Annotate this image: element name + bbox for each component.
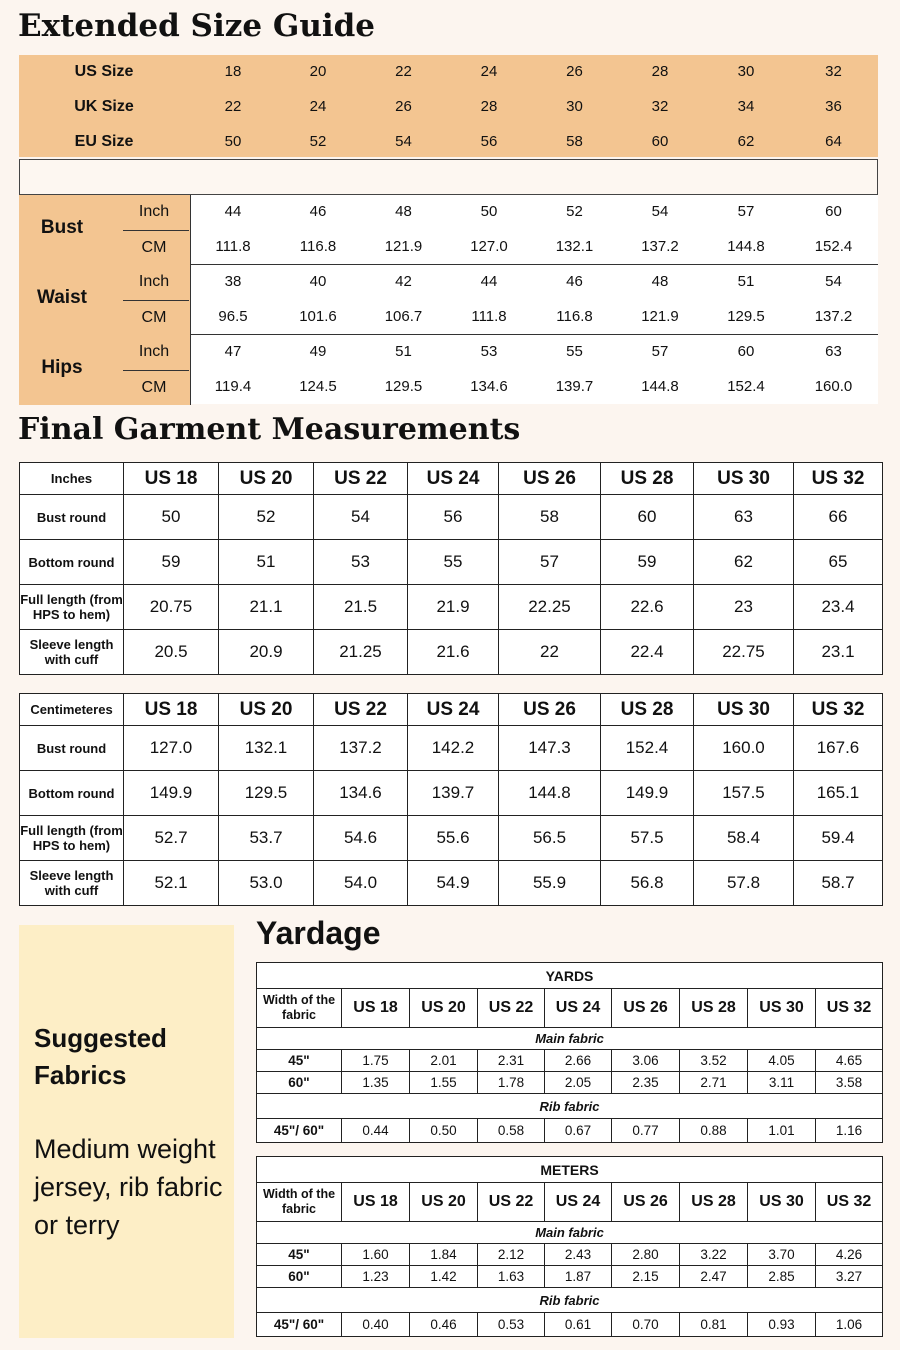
measurement-value: 149.9 bbox=[124, 771, 219, 816]
measurement-value: 139.7 bbox=[555, 378, 594, 395]
size-conversion-header bbox=[19, 55, 878, 157]
measurement-value: 53 bbox=[314, 540, 408, 585]
size-column-header: US 22 bbox=[314, 694, 408, 726]
yardage-value: 1.87 bbox=[545, 1266, 612, 1288]
measurement-value: 134.6 bbox=[314, 771, 408, 816]
yardage-value: 2.15 bbox=[612, 1266, 680, 1288]
unit-inch-label: Inch bbox=[138, 203, 170, 220]
measurement-value: 52.7 bbox=[124, 816, 219, 861]
fabric-width: 45"/ 60" bbox=[257, 1119, 342, 1143]
measurement-value: 55 bbox=[408, 540, 499, 585]
yardage-value: 3.11 bbox=[748, 1072, 816, 1094]
measurement-value: 22 bbox=[499, 630, 601, 675]
measurement-value: 22.6 bbox=[601, 585, 694, 630]
size-row-label: EU Size bbox=[74, 133, 134, 150]
table-row bbox=[20, 630, 883, 675]
measurement-value: 152.4 bbox=[727, 378, 765, 395]
measurement-label-cell bbox=[19, 265, 190, 335]
unit-cm-label: CM bbox=[141, 239, 167, 256]
measurement-value: 139.7 bbox=[408, 771, 499, 816]
yardage-value: 0.50 bbox=[410, 1119, 478, 1143]
measurement-value: 55.6 bbox=[408, 816, 499, 861]
row-label: Sleeve length with cuff bbox=[20, 630, 124, 675]
yardage-value: 1.55 bbox=[410, 1072, 478, 1094]
yardage-value: 1.42 bbox=[410, 1266, 478, 1288]
unit-header: METERS bbox=[257, 1157, 883, 1183]
size-column-header: US 26 bbox=[612, 989, 680, 1028]
measurement-value: 54 bbox=[825, 273, 842, 290]
measurement-value: 46 bbox=[309, 203, 327, 220]
yardage-value: 1.75 bbox=[342, 1050, 410, 1072]
rib-fabric-label: Rib fabric bbox=[257, 1094, 883, 1119]
size-value: 52 bbox=[309, 133, 327, 150]
measurement-value: 54 bbox=[314, 495, 408, 540]
yardage-value: 0.70 bbox=[612, 1313, 680, 1337]
size-value: 36 bbox=[825, 98, 842, 115]
yardage-value: 4.05 bbox=[748, 1050, 816, 1072]
size-column-header: US 30 bbox=[694, 694, 794, 726]
size-column-header: US 22 bbox=[314, 463, 408, 495]
size-row bbox=[19, 55, 878, 89]
measurement-value: 52 bbox=[219, 495, 314, 540]
measurement-value: 116.8 bbox=[299, 238, 337, 255]
yardage-value: 1.16 bbox=[816, 1119, 883, 1143]
measurement-value: 121.9 bbox=[641, 308, 679, 325]
size-column-header: US 32 bbox=[816, 1183, 883, 1222]
measurement-value: 137.2 bbox=[814, 308, 853, 325]
table-row bbox=[20, 585, 883, 630]
yardage-value: 2.71 bbox=[680, 1072, 748, 1094]
size-value: 24 bbox=[309, 98, 327, 115]
yardage-value: 4.26 bbox=[816, 1244, 883, 1266]
yardage-value: 1.84 bbox=[410, 1244, 478, 1266]
measurement-value: 20.5 bbox=[124, 630, 219, 675]
yardage-value: 2.80 bbox=[612, 1244, 680, 1266]
measurement-value: 149.9 bbox=[601, 771, 694, 816]
body-measurements bbox=[19, 195, 878, 404]
size-column-header: US 32 bbox=[794, 463, 883, 495]
yardage-value: 4.65 bbox=[816, 1050, 883, 1072]
size-column-header: US 24 bbox=[408, 463, 499, 495]
measurement-name: Bust bbox=[40, 217, 84, 238]
measurement-value: 62 bbox=[694, 540, 794, 585]
measurement-value: 51 bbox=[395, 343, 412, 360]
measurement-value: 152.4 bbox=[814, 238, 853, 255]
yardage-title: Yardage bbox=[256, 915, 381, 951]
measurement-value: 22.75 bbox=[694, 630, 794, 675]
yardage-value: 1.06 bbox=[816, 1313, 883, 1337]
size-value: 56 bbox=[480, 133, 498, 150]
measurement-value: 147.3 bbox=[499, 726, 601, 771]
yardage-value: 0.58 bbox=[478, 1119, 545, 1143]
yardage-value: 0.46 bbox=[410, 1313, 478, 1337]
measurement-value: 137.2 bbox=[314, 726, 408, 771]
row-label: Full length (from HPS to hem) bbox=[20, 816, 124, 861]
measurement-value: 58.4 bbox=[694, 816, 794, 861]
yardage-value: 1.63 bbox=[478, 1266, 545, 1288]
fabric-width: 45" bbox=[257, 1244, 342, 1266]
measurement-value: 52 bbox=[566, 203, 583, 220]
size-column-header: US 18 bbox=[342, 1183, 410, 1222]
measurement-value: 132.1 bbox=[555, 238, 594, 255]
size-value: 30 bbox=[566, 98, 583, 115]
measurement-value: 50 bbox=[124, 495, 219, 540]
yardage-value: 1.01 bbox=[748, 1119, 816, 1143]
fabric-width: 60" bbox=[257, 1266, 342, 1288]
size-column-header: US 30 bbox=[694, 463, 794, 495]
measurement-value: 66 bbox=[794, 495, 883, 540]
yardage-value: 3.06 bbox=[612, 1050, 680, 1072]
size-row bbox=[19, 90, 878, 124]
measurement-value: 57 bbox=[737, 203, 755, 220]
measurement-value: 144.8 bbox=[499, 771, 601, 816]
row-label: Full length (from HPS to hem) bbox=[20, 585, 124, 630]
size-value: 20 bbox=[309, 63, 327, 80]
garment-measurements-title: Final Garment Measurements bbox=[18, 412, 521, 447]
yardage-value: 0.81 bbox=[680, 1313, 748, 1337]
yardage-value: 0.44 bbox=[342, 1119, 410, 1143]
size-value: 26 bbox=[395, 98, 412, 115]
suggested-fabrics-panel bbox=[19, 925, 234, 1338]
size-column-header: US 28 bbox=[601, 463, 694, 495]
measurement-value: 53 bbox=[480, 343, 498, 360]
main-fabric-label: Main fabric bbox=[257, 1222, 883, 1244]
measurement-value: 44 bbox=[480, 273, 498, 290]
measurement-value: 57.8 bbox=[694, 861, 794, 906]
measurement-value: 59.4 bbox=[794, 816, 883, 861]
table-header-unit: Inches bbox=[20, 463, 124, 495]
measurement-value: 60 bbox=[601, 495, 694, 540]
measurement-value: 60 bbox=[737, 343, 755, 360]
measurement-value: 167.6 bbox=[794, 726, 883, 771]
size-value: 32 bbox=[651, 98, 669, 115]
measurement-value: 38 bbox=[224, 273, 242, 290]
measurement-value: 57.5 bbox=[601, 816, 694, 861]
size-column-header: US 18 bbox=[124, 463, 219, 495]
width-label: Width of the fabric bbox=[257, 1183, 342, 1222]
measurement-group bbox=[19, 335, 878, 405]
size-value: 24 bbox=[480, 63, 498, 80]
yardage-value: 3.22 bbox=[680, 1244, 748, 1266]
size-row-label: UK Size bbox=[74, 98, 134, 115]
measurement-value: 21.25 bbox=[314, 630, 408, 675]
measurement-value: 111.8 bbox=[215, 238, 251, 255]
measurement-value: 129.5 bbox=[384, 378, 423, 395]
measurement-name: Waist bbox=[37, 287, 87, 308]
measurement-value: 42 bbox=[395, 273, 412, 290]
measurement-value: 57 bbox=[499, 540, 601, 585]
measurement-value: 21.9 bbox=[408, 585, 499, 630]
yardage-value: 2.43 bbox=[545, 1244, 612, 1266]
yardage-value: 2.47 bbox=[680, 1266, 748, 1288]
size-column-header: US 24 bbox=[408, 694, 499, 726]
size-value: 50 bbox=[224, 133, 242, 150]
measurement-value: 144.8 bbox=[727, 238, 765, 255]
yardage-value: 2.66 bbox=[545, 1050, 612, 1072]
size-column-header: US 20 bbox=[410, 989, 478, 1028]
measurement-value: 101.6 bbox=[299, 308, 337, 325]
size-column-header: US 20 bbox=[410, 1183, 478, 1222]
measurement-value: 50 bbox=[480, 203, 498, 220]
measurement-value: 52.1 bbox=[124, 861, 219, 906]
yardage-value: 1.23 bbox=[342, 1266, 410, 1288]
measurement-value: 63 bbox=[694, 495, 794, 540]
yardage-value: 0.53 bbox=[478, 1313, 545, 1337]
measurement-value: 53.7 bbox=[219, 816, 314, 861]
size-column-header: US 20 bbox=[219, 694, 314, 726]
size-value: 30 bbox=[737, 63, 755, 80]
yardage-value: 0.61 bbox=[545, 1313, 612, 1337]
yardage-yards-table bbox=[256, 962, 883, 1143]
measurement-value: 132.1 bbox=[219, 726, 314, 771]
size-value: 28 bbox=[651, 63, 669, 80]
measurement-group bbox=[19, 265, 878, 335]
suggested-fabrics-title: Suggested Fabrics bbox=[34, 1023, 167, 1090]
yardage-value: 3.27 bbox=[816, 1266, 883, 1288]
yardage-value: 2.85 bbox=[748, 1266, 816, 1288]
width-label: Width of the fabric bbox=[257, 989, 342, 1028]
table-row bbox=[20, 861, 883, 906]
size-value: 32 bbox=[825, 63, 842, 80]
size-value: 54 bbox=[395, 133, 412, 150]
size-value: 22 bbox=[224, 98, 242, 115]
measurement-value: 106.7 bbox=[384, 308, 423, 325]
size-column-header: US 28 bbox=[680, 1183, 748, 1222]
measurement-value: 58 bbox=[499, 495, 601, 540]
size-column-header: US 30 bbox=[748, 989, 816, 1028]
measurement-value: 54.6 bbox=[314, 816, 408, 861]
table-row bbox=[20, 726, 883, 771]
yardage-value: 3.58 bbox=[816, 1072, 883, 1094]
measurement-value: 96.5 bbox=[218, 308, 248, 325]
measurement-value: 59 bbox=[601, 540, 694, 585]
yardage-value: 0.67 bbox=[545, 1119, 612, 1143]
measurement-value: 59 bbox=[124, 540, 219, 585]
measurement-value: 21.6 bbox=[408, 630, 499, 675]
yardage-value: 2.05 bbox=[545, 1072, 612, 1094]
size-column-header: US 28 bbox=[680, 989, 748, 1028]
yardage-value: 2.01 bbox=[410, 1050, 478, 1072]
row-label: Bottom round bbox=[20, 540, 124, 585]
measurement-value: 48 bbox=[395, 203, 412, 220]
size-column-header: US 18 bbox=[342, 989, 410, 1028]
size-value: 60 bbox=[651, 133, 669, 150]
measurement-value: 56 bbox=[408, 495, 499, 540]
measurement-value: 20.9 bbox=[219, 630, 314, 675]
size-column-header: US 32 bbox=[794, 694, 883, 726]
yardage-value: 1.35 bbox=[342, 1072, 410, 1094]
table-row bbox=[20, 816, 883, 861]
table-row bbox=[20, 771, 883, 816]
measurement-value: 49 bbox=[309, 343, 327, 360]
measurement-value: 55 bbox=[566, 343, 583, 360]
unit-cm-label: CM bbox=[141, 379, 167, 396]
spacer-row bbox=[19, 159, 878, 195]
row-label: Bottom round bbox=[20, 771, 124, 816]
size-column-header: US 26 bbox=[612, 1183, 680, 1222]
yardage-value: 1.60 bbox=[342, 1244, 410, 1266]
measurement-value: 55.9 bbox=[499, 861, 601, 906]
measurement-value: 23 bbox=[694, 585, 794, 630]
size-value: 28 bbox=[480, 98, 498, 115]
fabric-width: 45" bbox=[257, 1050, 342, 1072]
row-label: Sleeve length with cuff bbox=[20, 861, 124, 906]
measurement-value: 58.7 bbox=[794, 861, 883, 906]
measurement-value: 21.5 bbox=[314, 585, 408, 630]
measurement-value: 160.0 bbox=[694, 726, 794, 771]
measurement-label-cell bbox=[19, 195, 190, 265]
size-column-header: US 26 bbox=[499, 463, 601, 495]
measurement-value: 134.6 bbox=[470, 378, 508, 395]
measurement-value: 20.75 bbox=[124, 585, 219, 630]
measurement-value: 121.9 bbox=[384, 238, 423, 255]
unit-cm-label: CM bbox=[141, 309, 167, 326]
size-value: 62 bbox=[737, 133, 755, 150]
size-value: 58 bbox=[566, 133, 583, 150]
measurement-value: 21.1 bbox=[219, 585, 314, 630]
measurement-name: Hips bbox=[41, 357, 83, 378]
measurement-value: 152.4 bbox=[601, 726, 694, 771]
size-value: 64 bbox=[825, 133, 842, 150]
measurement-value: 160.0 bbox=[814, 378, 853, 395]
measurement-value: 127.0 bbox=[124, 726, 219, 771]
size-column-header: US 28 bbox=[601, 694, 694, 726]
measurement-value: 48 bbox=[651, 273, 669, 290]
yardage-value: 0.40 bbox=[342, 1313, 410, 1337]
size-column-header: US 32 bbox=[816, 989, 883, 1028]
garment-inches-table bbox=[19, 462, 883, 675]
measurement-value: 56.5 bbox=[499, 816, 601, 861]
measurement-value: 63 bbox=[825, 343, 842, 360]
yardage-value: 3.52 bbox=[680, 1050, 748, 1072]
table-row bbox=[20, 540, 883, 585]
measurement-value: 127.0 bbox=[470, 238, 508, 255]
suggested-fabrics-text: Medium weight jersey, rib fabric or terry bbox=[34, 1134, 223, 1240]
measurement-value: 129.5 bbox=[727, 308, 765, 325]
yardage-meters-table bbox=[256, 1156, 883, 1337]
size-value: 18 bbox=[224, 63, 242, 80]
fabric-width: 45"/ 60" bbox=[257, 1313, 342, 1337]
measurement-value: 119.4 bbox=[214, 378, 252, 395]
measurement-value: 129.5 bbox=[219, 771, 314, 816]
measurement-group bbox=[19, 195, 878, 265]
size-column-header: US 30 bbox=[748, 1183, 816, 1222]
size-column-header: US 26 bbox=[499, 694, 601, 726]
size-column-header: US 18 bbox=[124, 694, 219, 726]
main-fabric-label: Main fabric bbox=[257, 1028, 883, 1050]
measurement-value: 124.5 bbox=[299, 378, 337, 395]
measurement-value: 46 bbox=[566, 273, 583, 290]
measurement-value: 60 bbox=[825, 203, 842, 220]
measurement-value: 54.0 bbox=[314, 861, 408, 906]
measurement-value: 111.8 bbox=[471, 308, 507, 325]
measurement-value: 23.1 bbox=[794, 630, 883, 675]
unit-header: YARDS bbox=[257, 963, 883, 989]
table-row bbox=[20, 495, 883, 540]
measurement-value: 22.25 bbox=[499, 585, 601, 630]
size-column-header: US 22 bbox=[478, 1183, 545, 1222]
size-column-header: US 24 bbox=[545, 1183, 612, 1222]
size-value: 26 bbox=[566, 63, 583, 80]
measurement-value: 54.9 bbox=[408, 861, 499, 906]
measurement-value: 137.2 bbox=[641, 238, 679, 255]
fabric-width: 60" bbox=[257, 1072, 342, 1094]
measurement-value: 51 bbox=[737, 273, 755, 290]
measurement-value: 57 bbox=[651, 343, 669, 360]
measurement-value: 51 bbox=[219, 540, 314, 585]
size-row bbox=[19, 125, 878, 159]
measurement-value: 40 bbox=[309, 273, 327, 290]
size-guide-title: Extended Size Guide bbox=[18, 8, 376, 44]
measurement-value: 144.8 bbox=[641, 378, 679, 395]
measurement-label-cell bbox=[19, 335, 190, 405]
row-label: Bust round bbox=[20, 495, 124, 540]
measurement-value: 116.8 bbox=[556, 308, 593, 325]
yardage-value: 1.78 bbox=[478, 1072, 545, 1094]
yardage-value: 3.70 bbox=[748, 1244, 816, 1266]
measurement-value: 22.4 bbox=[601, 630, 694, 675]
yardage-value: 0.93 bbox=[748, 1313, 816, 1337]
rib-fabric-label: Rib fabric bbox=[257, 1288, 883, 1313]
yardage-value: 2.35 bbox=[612, 1072, 680, 1094]
size-value: 34 bbox=[737, 98, 755, 115]
measurement-value: 65 bbox=[794, 540, 883, 585]
size-column-header: US 22 bbox=[478, 989, 545, 1028]
measurement-value: 23.4 bbox=[794, 585, 883, 630]
measurement-value: 165.1 bbox=[794, 771, 883, 816]
size-row-label: US Size bbox=[74, 63, 134, 80]
table-header-unit: Centimeteres bbox=[20, 694, 124, 726]
size-column-header: US 20 bbox=[219, 463, 314, 495]
measurement-value: 56.8 bbox=[601, 861, 694, 906]
measurement-value: 44 bbox=[224, 203, 242, 220]
yardage-value: 2.31 bbox=[478, 1050, 545, 1072]
row-label: Bust round bbox=[20, 726, 124, 771]
unit-inch-label: Inch bbox=[138, 273, 170, 290]
yardage-value: 0.88 bbox=[680, 1119, 748, 1143]
measurement-value: 47 bbox=[224, 343, 242, 360]
yardage-value: 2.12 bbox=[478, 1244, 545, 1266]
size-value: 22 bbox=[395, 63, 412, 80]
garment-cm-table bbox=[19, 693, 883, 906]
measurement-value: 142.2 bbox=[408, 726, 499, 771]
measurement-value: 157.5 bbox=[694, 771, 794, 816]
unit-inch-label: Inch bbox=[138, 343, 170, 360]
measurement-value: 53.0 bbox=[219, 861, 314, 906]
yardage-value: 0.77 bbox=[612, 1119, 680, 1143]
size-column-header: US 24 bbox=[545, 989, 612, 1028]
measurement-value: 54 bbox=[651, 203, 669, 220]
